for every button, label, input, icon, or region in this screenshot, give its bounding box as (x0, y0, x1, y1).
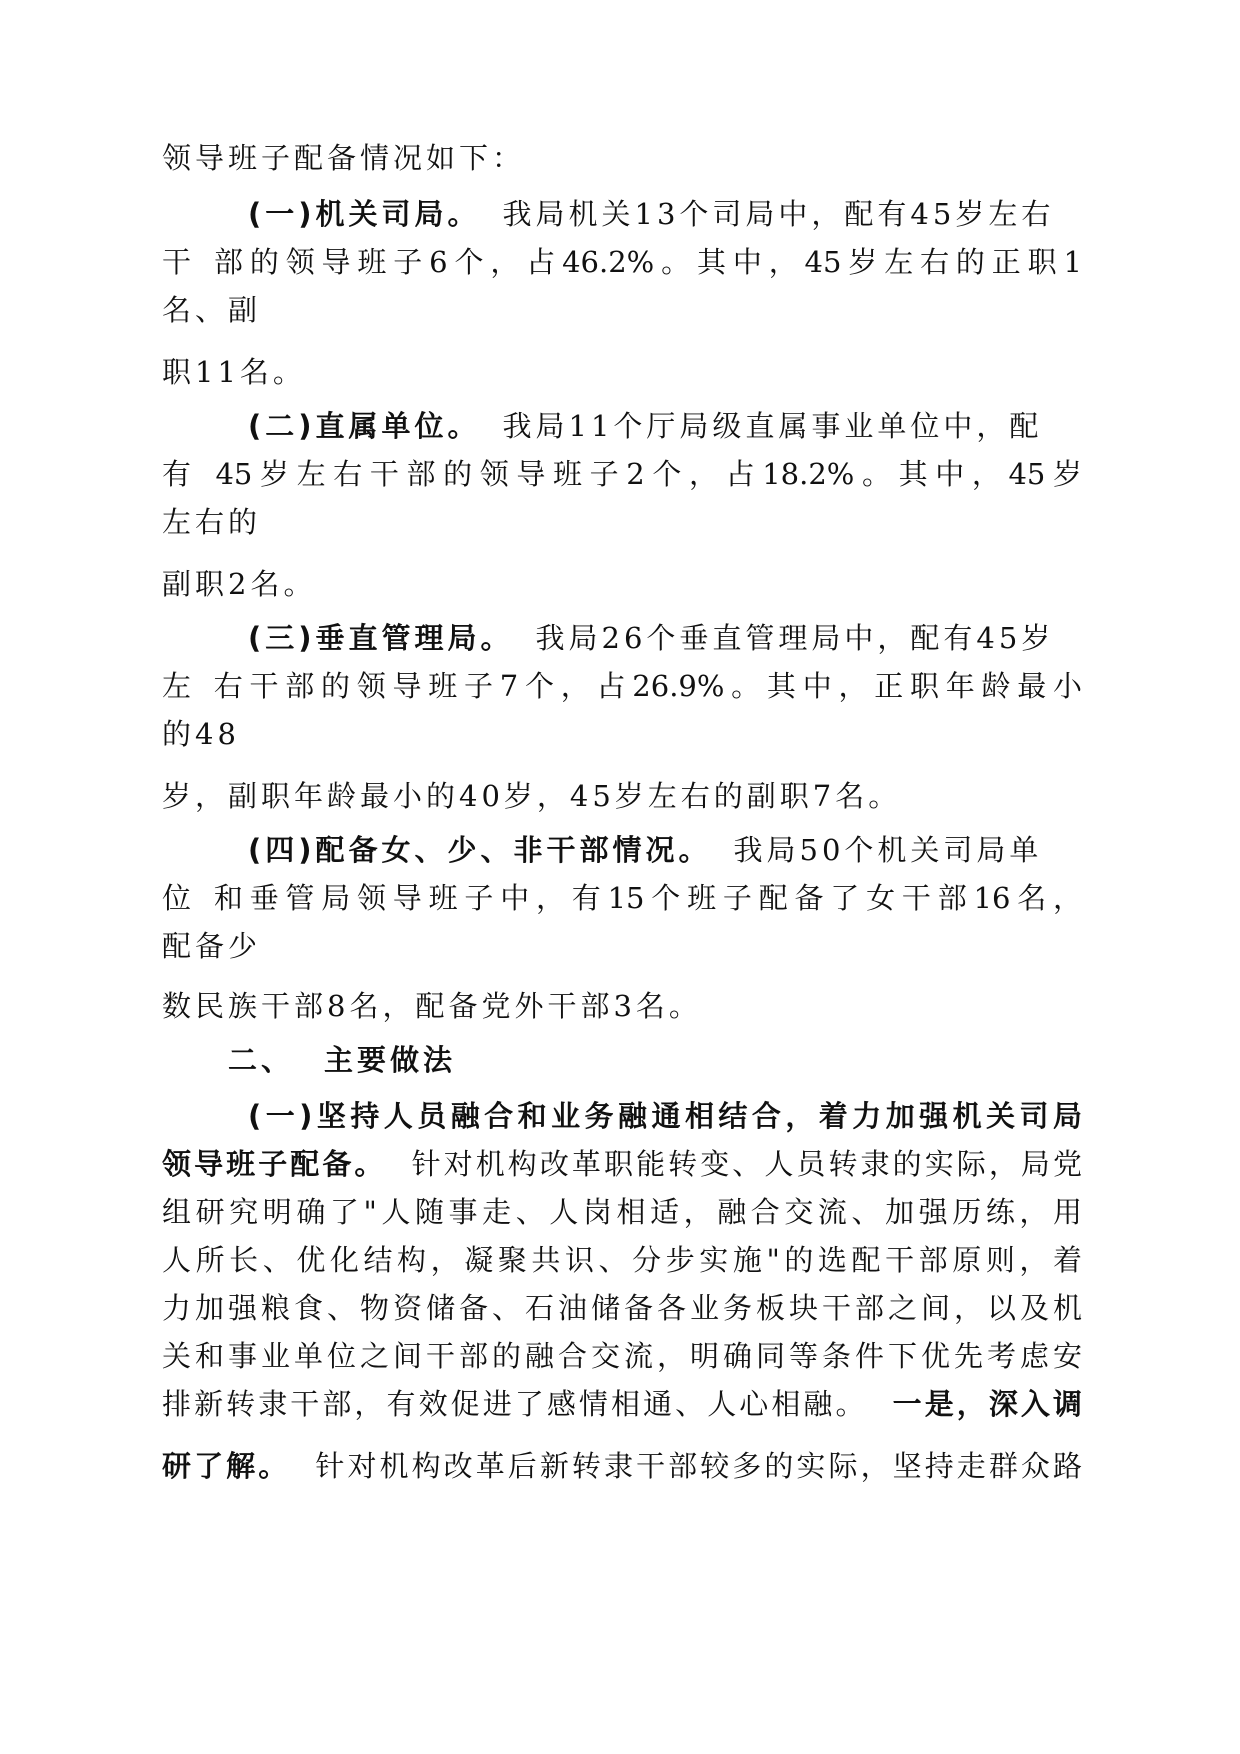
s1-line1: (一)机关司局。 我局机关13个司局中，配有45岁左右 (248, 197, 1055, 231)
section2-title: 主要做法 (324, 1043, 457, 1077)
p1-heading-tail: 领导班子配备。 (162, 1147, 387, 1181)
s3-line1: (三)垂直管理局。 我局26个垂直管理局中，配有45岁 (248, 621, 1055, 655)
section2-heading (228, 1040, 1148, 1080)
p1-point-one-tail: 研了解。 (162, 1449, 291, 1483)
p1-line2: 组研究明确了"人随事走、人岗相适，融合交流、加强历练，用 (162, 1195, 1082, 1229)
p1-line4: 力加强粮食、物资储备、石油储备各业务板块干部之间，以及机 (162, 1291, 1082, 1325)
p1-line1: 领导班子配备。 针对机构改革职能转变、人员转隶的实际，局党 (162, 1147, 1082, 1181)
section2-number: 二、 (228, 1043, 295, 1077)
s2-line1: (二)直属单位。 我局11个厅局级直属事业单位中，配 (248, 409, 1043, 443)
s3-line4: 岁，副职年龄最小的40岁，45岁左右的副职7名。 (162, 779, 902, 813)
s4-line2: 位 和垂管局领导班子中，有15个班子配备了女干部16名， (162, 881, 1082, 915)
s2-line4: 副职2名。 (162, 567, 317, 601)
p1-heading-line: (一)坚持人员融合和业务融通相结合，着力加强机关司局 (248, 1099, 1082, 1133)
s3-line2: 左 右干部的领导班子7个，占26.9%。其中，正职年龄最小 (162, 669, 1082, 703)
s2-line3: 左右的 (162, 505, 262, 539)
p1-point-one: 一是，深入调 (889, 1387, 1082, 1421)
s2-heading: (二)直属单位。 (248, 409, 481, 443)
intro-line: 领导班子配备情况如下： (162, 141, 526, 175)
s2-line2: 有 45岁左右干部的领导班子2个，占18.2%。其中，45岁 (162, 457, 1082, 491)
s3-heading: (三)垂直管理局。 (248, 621, 514, 655)
s4-line3: 配备少 (162, 929, 262, 963)
s4-line1: (四)配备女、少、非干部情况。 我局50个机关司局单 (248, 833, 1043, 867)
p1-line7: 研了解。 针对机构改革后新转隶干部较多的实际，坚持走群众路 (162, 1449, 1082, 1483)
s4-heading: (四)配备女、少、非干部情况。 (248, 833, 712, 867)
s1-heading: (一)机关司局。 (248, 197, 481, 231)
p1-line6: 排新转隶干部，有效促进了感情相通、人心相融。 一是，深入调 (162, 1387, 1082, 1421)
s1-line2: 干 部的领导班子6个，占46.2%。其中，45岁左右的正职1 (162, 245, 1082, 279)
s3-line3: 的48 (162, 717, 240, 751)
s1-line4: 职11名。 (162, 355, 306, 389)
s4-line4: 数民族干部8名，配备党外干部3名。 (162, 989, 702, 1023)
p1-line5: 关和事业单位之间干部的融合交流，明确同等条件下优先考虑安 (162, 1339, 1082, 1373)
s1-line3: 名、副 (162, 293, 262, 327)
p1-line3: 人所长、优化结构，凝聚共识、分步实施"的选配干部原则，着 (162, 1243, 1082, 1277)
